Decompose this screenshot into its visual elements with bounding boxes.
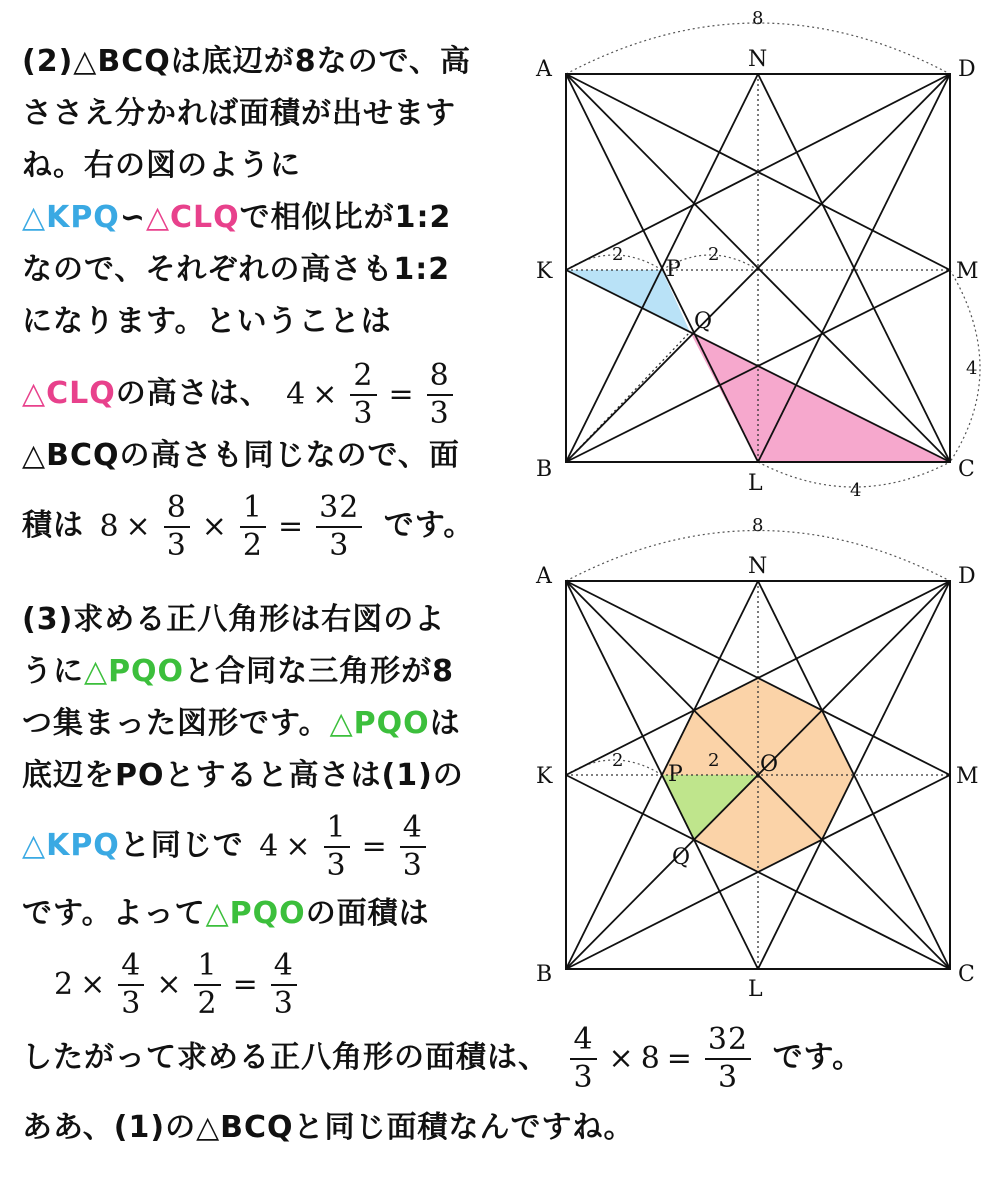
s3-line5: △KPQと同じで 4 × $\frac{1}{3}$ = $\frac{4}{3}$	[22, 806, 436, 886]
diagram-2	[520, 505, 1000, 1005]
equation-area-pqo: 2 × $\frac{4}{3}$ × $\frac{1}{2}$ = $\frac{4}{3}$	[54, 945, 303, 1025]
s3-line9: ああ、(1)の△BCQと同じ面積なんですね。	[22, 1110, 635, 1145]
s2-line7-rest: の高さは、	[115, 376, 271, 411]
diagram-1	[520, 0, 1000, 500]
label2-L: L	[748, 977, 763, 1002]
label-K: K	[536, 259, 553, 284]
s2-line3: ね。右の図のように	[22, 148, 301, 183]
label2-M: M	[956, 764, 979, 789]
s2-line4-rest: で相似比が1:2	[239, 200, 452, 235]
s3-line8: したがって求める正八角形の面積は、 $\frac{4}{3}$ × 8 = $\frac{32}{3}$ です。	[22, 1018, 863, 1098]
label2-B: B	[536, 962, 553, 987]
label2-Q: Q	[672, 845, 691, 870]
s2-line2: ささえ分かれば面積が出せます	[22, 96, 456, 131]
label-Q: Q	[694, 309, 713, 334]
measure-top: 8	[752, 8, 764, 29]
s2-line7	[22, 354, 463, 434]
triangle-clq-2: △CLQ	[22, 376, 116, 411]
s2-line8: △BCQの高さも同じなので、面	[22, 438, 460, 473]
s3-line2: うに△PQOと合同な三角形が8	[22, 654, 454, 689]
s2-line5: なので、それぞれの高さも1:2	[22, 252, 451, 287]
s3-line1: (3)求める正八角形は右図のよ	[22, 602, 446, 637]
s2-line4	[22, 198, 451, 238]
s3-line6: です。よって△PQOの面積は	[22, 896, 430, 931]
triangle-pqo: △PQO	[84, 654, 185, 689]
s3-line3: つ集まった図形です。△PQOは	[22, 706, 461, 741]
triangle-pqo-2: △PQO	[329, 706, 430, 741]
triangle-kpq-2: △KPQ	[22, 828, 120, 863]
measure2-top: 8	[752, 515, 764, 536]
label2-C: C	[958, 962, 975, 987]
measure-kp: 2	[612, 244, 624, 265]
s3-line4: 底辺をPOとすると高さは(1)の	[22, 758, 464, 793]
label-C: C	[958, 457, 975, 482]
label2-N: N	[748, 554, 768, 579]
label2-A: A	[536, 564, 552, 589]
s2-line9: 積は 8 × $\frac{8}{3}$ × $\frac{1}{2}$ = $\frac{32}{3}$ です。	[22, 486, 474, 566]
equation-area-bcq: 8 × $\frac{8}{3}$ × $\frac{1}{2}$ = $\frac{32}{3}$	[99, 487, 368, 567]
measure-pm: 2	[708, 244, 720, 265]
s2-line6: になります。ということは	[22, 304, 392, 339]
label-L: L	[748, 471, 763, 496]
equation-octagon-area: $\frac{4}{3}$ × 8 = $\frac{32}{3}$	[564, 1019, 757, 1099]
label2-D: D	[958, 564, 976, 589]
label2-O: O	[760, 752, 779, 777]
label-D: D	[958, 57, 976, 82]
triangle-clq: △CLQ	[145, 200, 240, 235]
measure-right: 4	[966, 358, 978, 379]
triangle-kpq: △KPQ	[22, 200, 120, 235]
label2-P: P	[668, 762, 683, 787]
similar-symbol: ∽	[119, 200, 146, 235]
label-N: N	[748, 47, 768, 72]
s2-line1: (2)△BCQは底辺が8なので、高	[22, 44, 472, 79]
triangle-pqo-3: △PQO	[205, 896, 306, 931]
label-P: P	[666, 257, 681, 282]
measure2-kp: 2	[612, 750, 624, 771]
measure2-po: 2	[708, 750, 720, 771]
label-M: M	[956, 259, 979, 284]
label-A: A	[536, 57, 552, 82]
equation-height-pqo: 4 × $\frac{1}{3}$ = $\frac{4}{3}$	[259, 807, 432, 887]
measure-bottom: 4	[850, 480, 862, 500]
s3-line7	[50, 944, 307, 1024]
label2-K: K	[536, 764, 553, 789]
label-B: B	[536, 457, 553, 482]
equation-height-clq: 4 × $\frac{2}{3}$ = $\frac{8}{3}$	[286, 355, 459, 435]
